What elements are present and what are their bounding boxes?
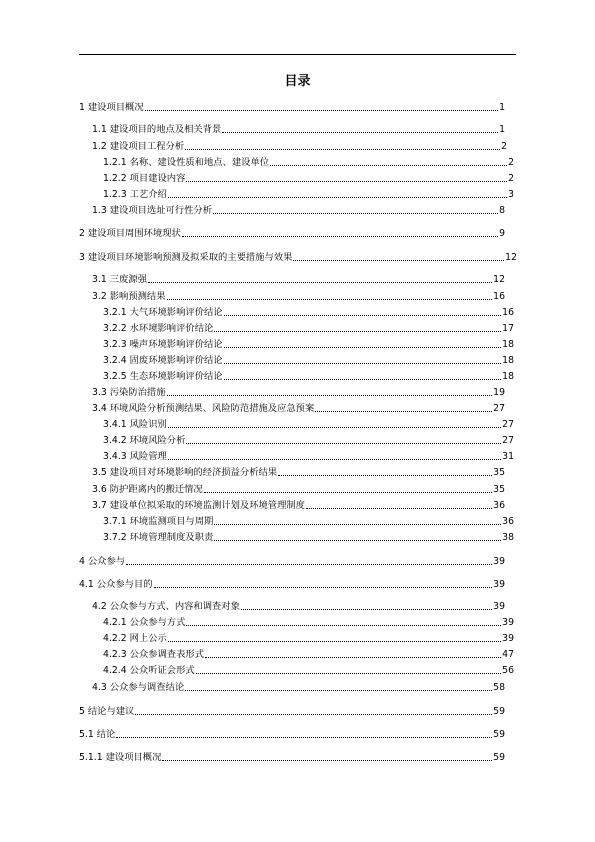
toc-entry-page-number: 35 [493,484,505,495]
toc-dot-leader [204,492,492,493]
toc-entry-label: 3.7 建设单位拟采取的环境监测计划及环境管理制度 [92,500,305,511]
toc-entry-label: 3.4.2 环境风险分析 [103,435,186,446]
toc-entry[interactable] [103,305,514,319]
toc-dot-leader [168,459,501,460]
toc-dot-leader [116,737,492,738]
toc-entry-page-number: 2 [508,173,514,184]
toc-entry[interactable] [103,171,514,185]
toc-dot-leader [182,236,498,237]
toc-entry-page-number: 1 [499,124,505,135]
toc-dot-leader [168,197,507,198]
toc-entry-label: 3.7.2 环境管理制度及职责 [103,532,214,543]
toc-dot-leader [214,331,501,332]
toc-entry[interactable] [92,498,505,512]
toc-entry-page-number: 35 [493,467,505,478]
toc-entry[interactable] [103,663,514,677]
toc-entry-page-number: 47 [502,649,514,660]
toc-entry-label: 5.1.1 建设项目概况 [79,752,162,763]
toc-dot-leader [162,760,492,761]
toc-entry[interactable] [79,750,505,764]
toc-entry-label: 1.2.3 工艺介绍 [103,189,167,200]
toc-entry-page-number: 2 [508,157,514,168]
toc-entry-label: 4.2 公众参与方式、内容和调查对象 [92,601,240,612]
toc-entry-page-number: 58 [493,682,505,693]
toc-entry-label: 4.2.4 公众听证会形式 [103,665,195,676]
toc-entry-page-number: 56 [502,665,514,676]
toc-entry-page-number: 39 [502,633,514,644]
toc-dot-leader [185,149,500,150]
toc-entry-page-number: 12 [493,274,505,285]
toc-entry-label: 1.1 建设项目的地点及相关背景 [92,124,222,135]
toc-entry-page-number: 59 [493,752,505,763]
toc-dot-leader [185,690,492,691]
toc-entry[interactable] [92,203,505,217]
toc-entry-label: 1.2.2 项目建设内容 [103,173,186,184]
toc-entry-label: 5 结论与建议 [79,706,135,717]
toc-dot-leader [224,363,502,364]
toc-entry[interactable] [103,530,514,544]
toc-entry[interactable] [103,155,514,169]
toc-entry[interactable] [92,272,505,286]
toc-entry-page-number: 59 [493,729,505,740]
toc-entry[interactable] [79,226,505,240]
toc-dot-leader [154,587,493,588]
toc-dot-leader [214,540,501,541]
toc-entry-label: 4.3 公众参与调查结论 [92,682,185,693]
toc-entry-page-number: 12 [505,252,517,263]
toc-dot-leader [186,443,501,444]
toc-entry-page-number: 18 [502,371,514,382]
toc-dot-leader [222,132,498,133]
toc-entry-label: 3.4.1 风险识别 [103,419,167,430]
toc-entry-page-number: 18 [502,355,514,366]
toc-entry-label: 1.3 建设项目选址可行性分析 [92,205,213,216]
toc-entry-label: 3 建设项目环境影响预测及拟采取的主要措施与效果 [79,252,293,263]
toc-entry-page-number: 39 [493,556,505,567]
toc-dot-leader [168,641,501,642]
toc-entry[interactable] [79,577,505,591]
toc-entry-label: 3.7.1 环境监测项目与周期 [103,516,214,527]
toc-entry-page-number: 9 [499,228,505,239]
toc-entry-label: 3.1 三废源强 [92,274,147,285]
toc-entry-page-number: 36 [502,516,514,527]
toc-entry[interactable] [103,417,514,431]
toc-dot-leader [278,475,492,476]
toc-entry[interactable] [103,647,514,661]
toc-entry[interactable] [103,449,514,463]
toc-dot-leader [145,110,498,111]
toc-entry[interactable] [79,554,505,568]
toc-entry-page-number: 27 [502,419,514,430]
toc-dot-leader [315,411,492,412]
toc-entry-label: 4.2.3 公众参调查表形式 [103,649,204,660]
toc-entry-page-number: 39 [493,579,505,590]
toc-entry-page-number: 31 [502,451,514,462]
toc-entry-page-number: 36 [493,500,505,511]
toc-entry[interactable] [103,631,514,645]
toc-dot-leader [213,213,498,214]
toc-dot-leader [196,673,501,674]
toc-dot-leader [148,282,492,283]
toc-entry[interactable] [92,599,505,613]
toc-entry-page-number: 59 [493,706,505,717]
toc-entry-page-number: 2 [501,141,507,152]
toc-dot-leader [168,427,501,428]
toc-entry[interactable] [103,514,514,528]
toc-entry-page-number: 38 [502,532,514,543]
toc-entry-label: 1 建设项目概况 [79,102,144,113]
toc-entry-page-number: 16 [502,307,514,318]
toc-dot-leader [186,181,507,182]
toc-entry-page-number: 1 [499,102,505,113]
toc-entry-label: 3.6 防护距离内的搬迁情况 [92,484,203,495]
toc-entry-label: 3.2.4 固废环境影响评价结论 [103,355,223,366]
toc-entry[interactable] [79,727,505,741]
toc-dot-leader [126,564,492,565]
toc-entry-page-number: 27 [502,435,514,446]
toc-dot-leader [224,347,502,348]
toc-entry[interactable] [79,100,505,114]
toc-entry[interactable] [92,465,505,479]
toc-entry[interactable] [79,704,505,718]
toc-entry-page-number: 8 [499,205,505,216]
toc-entry-page-number: 27 [493,403,505,414]
toc-entry[interactable] [92,289,505,303]
toc-entry[interactable] [92,385,505,399]
toc-dot-leader [167,299,493,300]
toc-entry-page-number: 39 [493,601,505,612]
toc-dot-leader [224,379,502,380]
toc-entry-label: 4 公众参与 [79,556,126,567]
toc-entry[interactable] [92,680,505,694]
toc-dot-leader [214,524,501,525]
toc-entry[interactable] [103,337,514,351]
toc-entry-label: 1.2 建设项目工程分析 [92,141,185,152]
toc-entry-label: 5.1 结论 [79,729,116,740]
toc-entry[interactable] [103,321,514,335]
toc-dot-leader [186,625,501,626]
toc-entry-page-number: 19 [493,387,505,398]
page-title: 目录 [284,74,311,89]
toc-entry-label: 3.2.5 生态环境影响评价结论 [103,371,223,382]
toc-entry-label: 3.2.1 大气环境影响评价结论 [103,307,223,318]
toc-dot-leader [224,315,502,316]
toc-entry-label: 3.4.3 风险管理 [103,451,167,462]
toc-entry-label: 3.2.3 噪声环境影响评价结论 [103,339,223,350]
toc-entry[interactable] [79,250,517,264]
toc-entry[interactable] [103,353,514,367]
toc-entry-label: 4.2.1 公众参与方式 [103,617,186,628]
toc-entry-label: 3.3 污染防治措施 [92,387,166,398]
toc-entry[interactable] [103,433,514,447]
toc-entry-page-number: 17 [502,323,514,334]
toc-entry[interactable] [103,187,514,201]
toc-entry[interactable] [103,615,514,629]
toc-entry-label: 3.2.2 水环境影响评价结论 [103,323,214,334]
toc-entry-label: 1.2.1 名称、建设性质和地点、建设单位 [103,157,270,168]
toc-entry-label: 4.1 公众参与目的 [79,579,153,590]
toc-entry[interactable] [92,482,505,496]
toc-entry[interactable] [92,401,505,415]
toc-dot-leader [241,609,492,610]
toc-entry-label: 4.2.2 网上公示 [103,633,167,644]
toc-entry-page-number: 39 [502,617,514,628]
toc-entry-label: 2 建设项目周围环境现状 [79,228,181,239]
toc-entry-label: 3.5 建设项目对环境影响的经济损益分析结果 [92,467,278,478]
toc-entry[interactable] [103,369,514,383]
toc-entry-label: 3.4 环境风险分析预测结果、风险防范措施及应急预案 [92,403,315,414]
toc-entry-page-number: 16 [493,291,505,302]
toc-dot-leader [167,395,493,396]
toc-dot-leader [270,165,507,166]
toc-dot-leader [205,657,501,658]
toc-entry-page-number: 18 [502,339,514,350]
toc-entry[interactable] [92,122,505,136]
toc-dot-leader [306,508,492,509]
toc-dot-leader [135,714,492,715]
toc-dot-leader [293,260,504,261]
toc-entry-label: 3.2 影响预测结果 [92,291,166,302]
toc-entry-page-number: 3 [508,189,514,200]
toc-entry[interactable] [92,139,507,153]
